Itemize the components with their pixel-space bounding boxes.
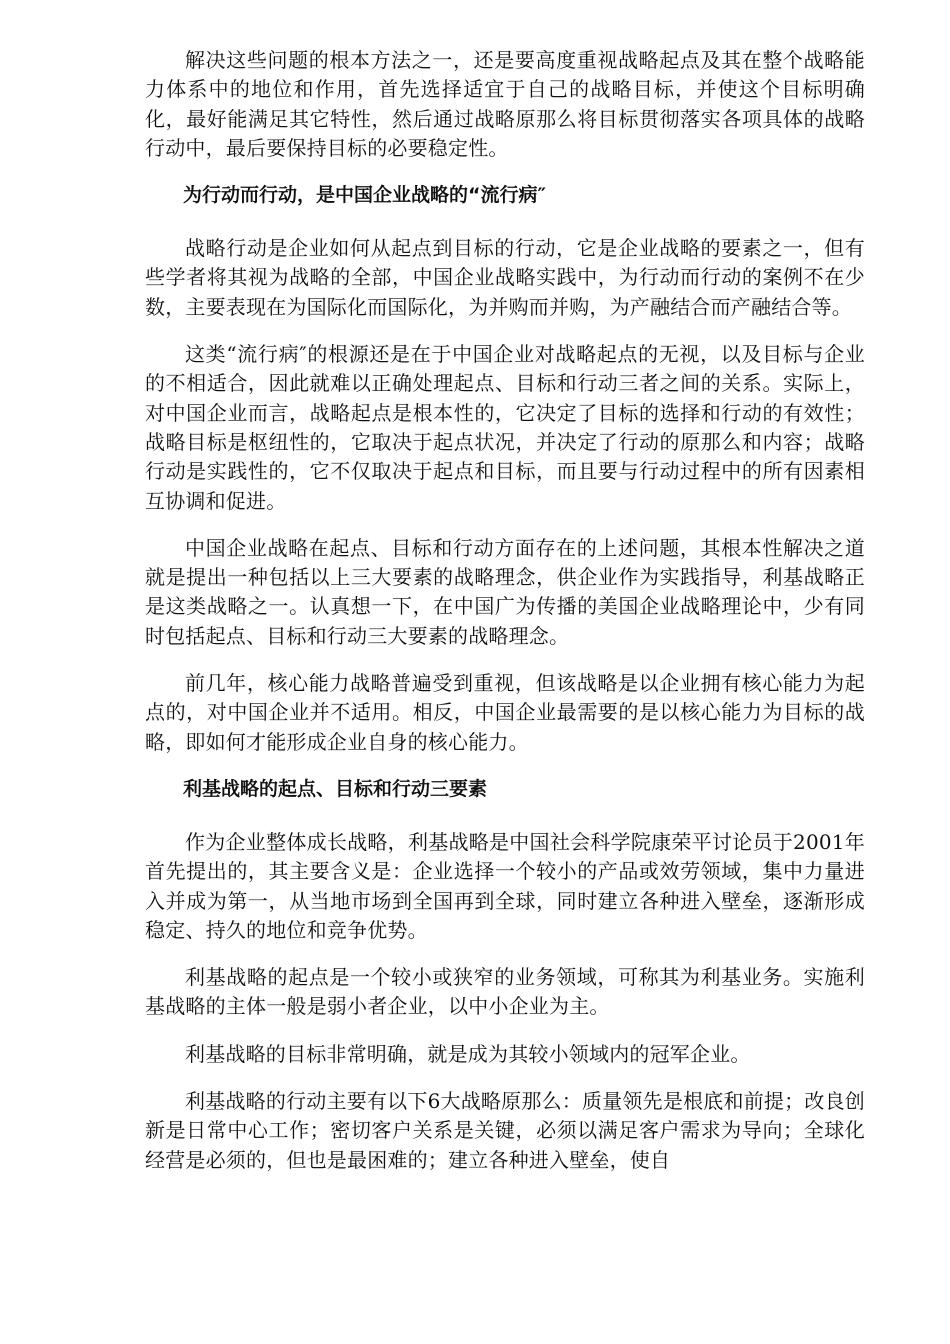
paragraph: 利基战略的起点是一个较小或狭窄的业务领域，可称其为利基业务。实施利基战略的主体一般是弱小者企业，以中小企业为主。 [145, 965, 865, 1019]
paragraph: 解决这些问题的根本方法之一，还是要高度重视战略起点及其在整个战略能力体系中的地位和作用，首先选择适宜于自己的战略目标，并使这个目标明确化，最好能满足其它特性，然后通过战略原那么将目标贯彻落实各项具体的战略行动中，最后要保持目标的必要稳定性。 [145, 48, 865, 160]
paragraph: 中国企业战略在起点、目标和行动方面存在的上述问题，其根本性解决之道就是提出一种包括以上三大要素的战略理念，供企业作为实践指导，利基战略正是这类战略之一。认真想一下，在中国广为传播的美国企业战略理论中，少有同时包括起点、目标和行动三大要素的战略理念。 [145, 535, 865, 648]
section-heading: 为行动而行动，是中国企业战略的“流行病″ [183, 184, 546, 207]
paragraph: 利基战略的目标非常明确，就是成为其较小领域内的冠军企业。 [185, 1041, 751, 1066]
paragraph: 利基战略的行动主要有以下6大战略原那么：质量领先是根底和前提；改良创新是日常中心工作；密切客户关系是关键，必须以满足客户需求为导向；全球化经营是必须的，但也是最困难的；建立各种进入壁垒，使自 [145, 1089, 865, 1172]
paragraph: 战略行动是企业如何从起点到目标的行动，它是企业战略的要素之一，但有些学者将其视为战略的全部，中国企业战略实践中，为行动而行动的案例不在少数，主要表现在为国际化而国际化，为并购而并购，为产融结合而产融结合等。 [145, 236, 865, 319]
document-page [145, 46, 865, 1193]
paragraph: 这类“流行病″的根源还是在于中国企业对战略起点的无视，以及目标与企业的不相适合，因此就难以正确处理起点、目标和行动三者之间的关系。实际上，对中国企业而言，战略起点是根本性的，它决定了目标的选择和行动的有效性；战略目标是枢纽性的，它取决于起点状况，并决定了行动的原那么和内容；战略行动是实践性的，它不仅取决于起点和目标，而且要与行动过程中的所有因素相互协调和促进。 [145, 342, 865, 513]
paragraph: 前几年，核心能力战略普遍受到重视，但该战略是以企业拥有核心能力为起点的，对中国企业并不适用。相反，中国企业最需要的是以核心能力为目标的战略，即如何才能形成企业自身的核心能力。 [145, 671, 865, 754]
paragraph: 作为企业整体成长战略，利基战略是中国社会科学院康荣平讨论员于2001年首先提出的，其主要含义是：企业选择一个较小的产品或效劳领域，集中力量进入并成为第一，从当地市场到全国再到全球，同时建立各种进入壁垒，逐渐形成稳定、持久的地位和竞争优势。 [145, 829, 865, 942]
section-heading: 利基战略的起点、目标和行动三要素 [183, 777, 488, 800]
